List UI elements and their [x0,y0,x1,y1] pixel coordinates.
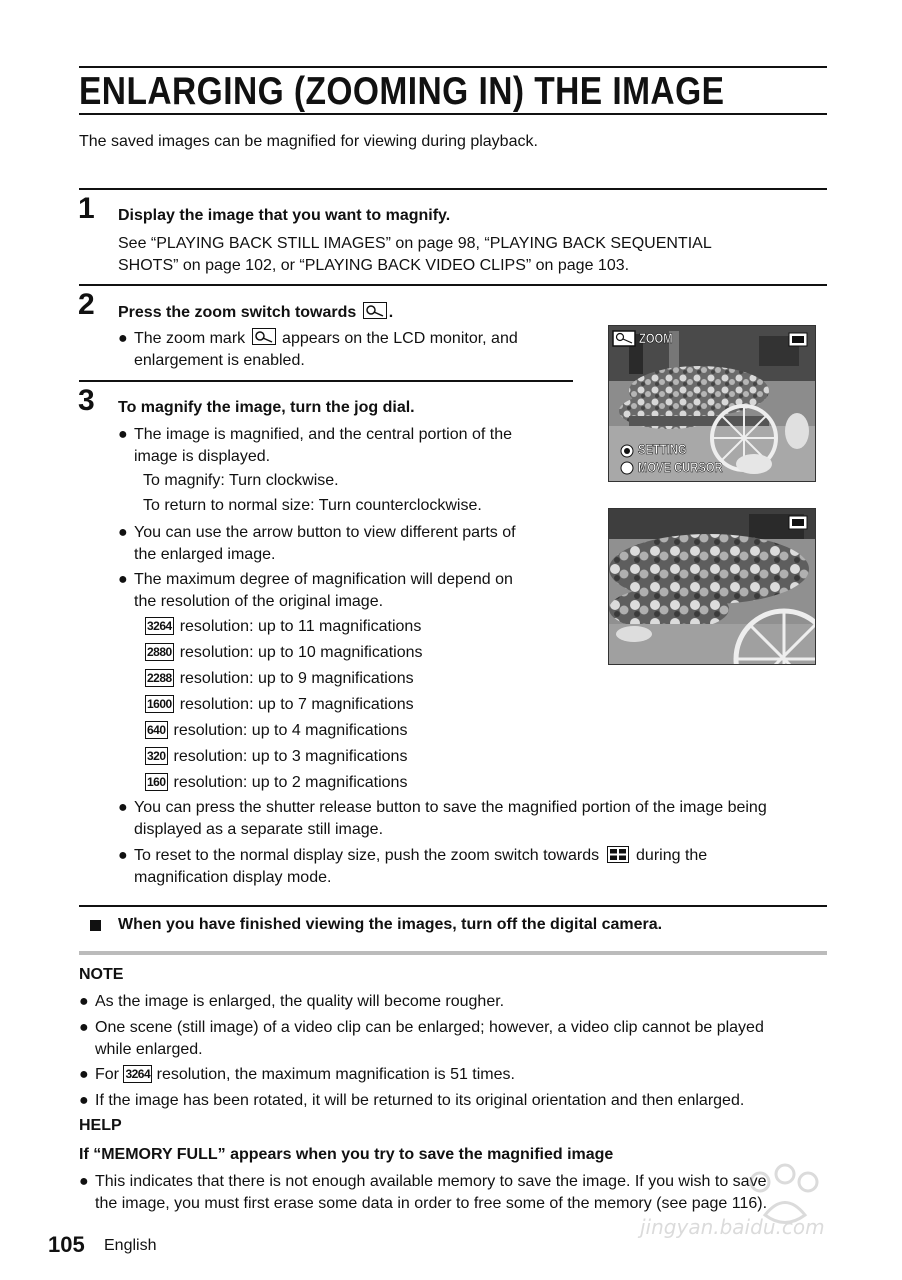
help-heading: HELP [79,1117,122,1134]
step1-body-line2: SHOTS” on page 102, or “PLAYING BACK VIDEO CLIPS” on page 103. [118,257,630,274]
step1-heading: Display the image that you want to magnify. [118,207,451,224]
resolution-text: resolution: up to 10 magnifications [179,644,423,661]
note-item [79,1064,819,1086]
resolution-badge: 160 [147,775,166,789]
finish-square-icon [90,920,101,931]
lcd-setting-label: SETTING [638,441,687,457]
resolution-row [145,617,421,636]
page-number: 105 [48,1232,85,1257]
step1-number: 1 [78,192,95,225]
watermark [640,1160,860,1250]
note-item [79,1017,819,1061]
step3-bullet2 [118,522,516,566]
note-separator [79,951,827,955]
lcd-zoom-screenshot [608,325,816,482]
zoom-tele-icon [363,302,387,319]
step2-rule [79,284,827,286]
bullet-dot: ● [118,571,128,588]
bullet-dot: ● [79,1019,89,1036]
bullet-dot: ● [118,330,128,347]
resolution-badge: 3264 [147,619,172,633]
lcd-magnified-screenshot [608,508,816,665]
note-for-post: resolution, the maximum magnification is 51 times. [156,1066,515,1083]
step2-heading-text: Press the zoom switch towards [118,304,357,321]
step3-bullet5 [118,845,707,889]
step3-b5-pre: To reset to the normal display size, push the zoom switch towards [134,847,600,864]
help-line1: This indicates that there is not enough available memory to save the image. If you wish to save [95,1173,767,1190]
step2-bullet-line2: enlargement is enabled. [134,352,305,369]
step3-bullet4 [118,797,767,841]
bullet-dot: ● [79,1066,89,1083]
step3-rule [79,380,573,382]
lcd-move-cursor-label: MOVE CURSOR [638,459,723,475]
note-item [79,1090,819,1112]
resolution-row [145,643,423,662]
return-instruction: To return to normal size: Turn counterclockwise. [143,497,482,514]
lcd-zoom-label: ZOOM [639,330,673,346]
resolution-text: resolution: up to 9 magnifications [179,670,414,687]
magnify-instruction: To magnify: Turn clockwise. [143,472,339,489]
resolution-text: resolution: up to 7 magnifications [179,696,414,713]
note-item-text: One scene (still image) of a video clip can be enlarged; however, a video clip cannot be played [95,1019,764,1036]
footer-language: English [104,1237,157,1254]
resolution-text: resolution: up to 11 magnifications [179,618,422,635]
note-item [79,991,819,1013]
bullet-dot: ● [79,1092,89,1109]
step3-number: 3 [78,384,95,417]
resolution-badge: 3264 [125,1067,151,1081]
resolution-row [145,747,407,766]
step3-b4-line2: displayed as a separate still image. [134,821,384,838]
help-subheading: If “MEMORY FULL” appears when you try to save the magnified image [79,1146,614,1163]
zoom-mark-icon [252,328,276,345]
resolution-text: resolution: up to 4 magnifications [173,722,408,739]
bullet-dot: ● [118,799,128,816]
resolution-text: resolution: up to 3 magnifications [173,748,408,765]
resolution-badge: 320 [147,749,166,763]
step3-b3-line2: the resolution of the original image. [134,593,384,610]
resolution-badge: 2288 [147,671,172,685]
step2-bullet-post: appears on the LCD monitor, and [282,330,518,347]
bullet-dot: ● [118,426,128,443]
step1-rule [79,188,827,190]
resolution-row [145,669,414,688]
note-item-text: If the image has been rotated, it will be returned to its original orientation and then enlarged. [95,1092,745,1109]
step3-b3-line1: The maximum degree of magnification will depend on [134,571,513,588]
step2-heading [118,302,393,322]
bullet-dot: ● [118,524,128,541]
note-heading: NOTE [79,966,124,983]
step3-b5-line2: magnification display mode. [134,869,332,886]
resolution-row [145,773,407,792]
step3-b4-line1: You can press the shutter release button to save the magnified portion of the image being [134,799,767,816]
title-bottom-rule [79,113,827,115]
step2-heading-period: . [388,304,394,321]
step3-b2-line1: You can use the arrow button to view different parts of [134,524,516,541]
resolution-badge: 640 [147,723,166,737]
resolution-row [145,695,414,714]
bullet-dot: ● [79,1173,89,1190]
step3-b1-line1: The image is magnified, and the central portion of the [134,426,512,443]
step3-b1-line2: image is displayed. [134,448,271,465]
step2-bullet [118,328,518,372]
resolution-text: resolution: up to 2 magnifications [173,774,408,791]
help-line2: the image, you must first erase some data in order to free some of the memory (see page 116). [95,1195,768,1212]
step1-body-line1: See “PLAYING BACK STILL IMAGES” on page 98, “PLAYING BACK SEQUENTIAL [118,235,712,252]
resolution-badge: 2880 [147,645,172,659]
intro-text: The saved images can be magnified for viewing during playback. [79,133,538,150]
step3-bullet1 [118,424,512,468]
note-for-pre: For [95,1066,119,1083]
zoom-wide-icon [607,846,629,863]
title-top-rule [79,66,827,68]
step2-number: 2 [78,288,95,321]
bullet-dot: ● [79,993,89,1010]
note-item-text: As the image is enlarged, the quality will become rougher. [95,993,505,1010]
resolution-badge: 1600 [147,697,172,711]
step3-b5-post: during the [636,847,708,864]
resolution-row [145,721,407,740]
page-title: ENLARGING (ZOOMING IN) THE IMAGE [79,70,725,113]
step3-bullet3 [118,569,513,613]
bullet-dot: ● [118,847,128,864]
step3-b2-line2: the enlarged image. [134,546,276,563]
finish-rule [79,905,827,907]
finish-instruction: When you have finished viewing the images, turn off the digital camera. [118,916,663,933]
step2-bullet-pre: The zoom mark [134,330,246,347]
note-item-text-cont: while enlarged. [95,1041,203,1058]
watermark-text: jingyan.baidu.com [640,1215,825,1239]
step3-heading: To magnify the image, turn the jog dial. [118,399,415,416]
